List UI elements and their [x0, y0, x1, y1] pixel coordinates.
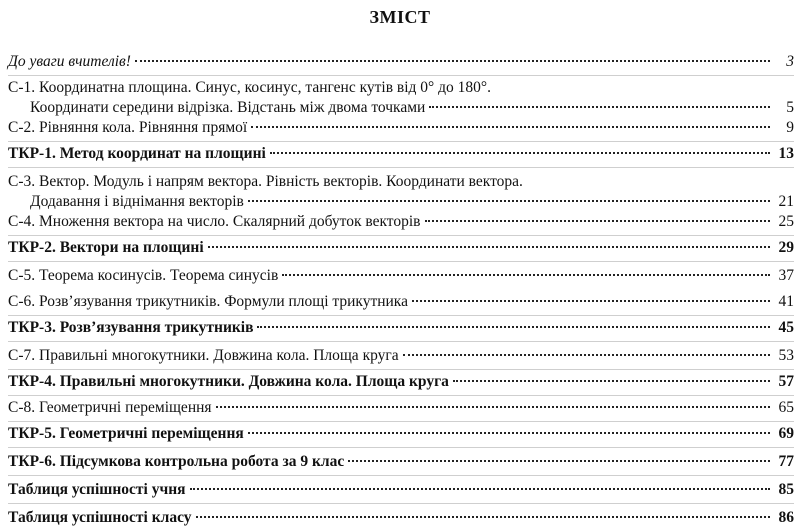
toc-entry-line — [8, 118, 794, 138]
toc-entry-line — [8, 508, 794, 528]
toc-entry-label: ТКР-4. Правильні многокутники. Довжина кола. Площа круга — [8, 373, 449, 390]
toc-entry-label: До уваги вчителів! — [8, 53, 131, 70]
toc-entry-label: С-8. Геометричні переміщення — [8, 399, 212, 416]
toc-page-number: 13 — [778, 145, 794, 162]
toc-entry — [8, 480, 794, 500]
toc-entry-line — [8, 144, 794, 164]
toc-entry — [8, 52, 794, 72]
toc-entry — [8, 172, 794, 212]
toc-entry-label: ТКР-1. Метод координат на площині — [8, 145, 266, 162]
toc-entry — [8, 372, 794, 392]
toc-entry-line — [8, 52, 794, 72]
toc-page-number: 21 — [778, 193, 794, 210]
dot-leader — [257, 326, 770, 328]
dot-leader — [248, 200, 770, 202]
toc-page-number: 37 — [778, 267, 794, 284]
separator-line — [8, 315, 794, 316]
toc-entry-label: Координати середини відрізка. Відстань між двома точками — [30, 99, 426, 116]
dot-leader — [453, 380, 770, 382]
dot-leader — [412, 300, 770, 302]
separator-line — [8, 421, 794, 422]
toc-page-number: 29 — [778, 239, 794, 256]
toc-page-number: 3 — [786, 53, 794, 70]
dot-leader — [208, 246, 770, 248]
dot-leader — [251, 126, 770, 128]
toc-entry-line — [8, 172, 794, 192]
separator-line — [8, 447, 794, 448]
dot-leader — [282, 274, 770, 276]
toc-entry-continuation — [8, 192, 794, 212]
toc-entry-label: С-6. Розв’язування трикутників. Формули площі трикутника — [8, 293, 408, 310]
toc-entry-label: С-5. Теорема косинусів. Теорема синусів — [8, 267, 279, 284]
toc-entry-label: ТКР-2. Вектори на площині — [8, 239, 204, 256]
toc-entry-label: ТКР-5. Геометричні переміщення — [8, 425, 244, 442]
toc-page-number: 57 — [778, 373, 794, 390]
toc-page-number: 45 — [778, 319, 794, 336]
toc-entry-line — [8, 212, 794, 232]
separator-line — [8, 369, 794, 370]
dot-leader — [425, 220, 771, 222]
toc-entry — [8, 452, 794, 472]
toc-page-number: 53 — [778, 347, 794, 364]
toc-page-number: 25 — [778, 213, 794, 230]
toc-page-number: 69 — [778, 425, 794, 442]
toc-entry-line — [8, 372, 794, 392]
dot-leader — [348, 460, 770, 462]
toc-entry-label: С-1. Координатна площина. Синус, косинус, тангенс кутів від 0° до 180°. — [8, 79, 491, 96]
toc-entry-line — [8, 266, 794, 286]
dot-leader — [270, 152, 770, 154]
toc-entry-line — [8, 424, 794, 444]
toc-entry-label: С-7. Правильні многокутники. Довжина кола. Площа круга — [8, 347, 399, 364]
dot-leader — [196, 516, 770, 518]
toc-entry-label: С-3. Вектор. Модуль і напрям вектора. Рівність векторів. Координати вектора. — [8, 173, 523, 190]
toc-page-number: 41 — [778, 293, 794, 310]
toc-entry-label: Таблиця успішності учня — [8, 481, 186, 498]
toc-entry — [8, 78, 794, 118]
toc-entry-line — [8, 78, 794, 98]
separator-line — [8, 341, 794, 342]
dot-leader — [216, 406, 770, 408]
toc-entry-line — [8, 398, 794, 418]
toc-entry-line — [8, 346, 794, 366]
separator-line — [8, 235, 794, 236]
dot-leader — [429, 106, 770, 108]
toc-entry-line — [8, 318, 794, 338]
separator-line — [8, 475, 794, 476]
toc-page-number: 9 — [786, 119, 794, 136]
separator-line — [8, 75, 794, 76]
toc-entry — [8, 118, 794, 138]
toc-page-number: 5 — [786, 99, 794, 116]
separator-line — [8, 167, 794, 168]
dot-leader — [248, 432, 770, 434]
toc-entry — [8, 424, 794, 444]
dot-leader — [403, 354, 770, 356]
toc-page-number: 85 — [778, 481, 794, 498]
toc-entry-line — [8, 292, 794, 312]
page-title: ЗМІСТ — [369, 7, 431, 27]
toc-entry — [8, 292, 794, 312]
toc-entry-label: Таблиця успішності класу — [8, 509, 192, 526]
toc-page-number: 86 — [778, 509, 794, 526]
toc-entry — [8, 318, 794, 338]
toc-entry — [8, 212, 794, 232]
toc-entry-line — [8, 480, 794, 500]
toc-entry-line — [8, 238, 794, 258]
toc-entry-line — [8, 452, 794, 472]
toc-entry — [8, 398, 794, 418]
toc-entry — [8, 238, 794, 258]
toc-entry — [8, 346, 794, 366]
separator-line — [8, 261, 794, 262]
toc-page-number: 77 — [778, 453, 794, 470]
toc-entry-label: Додавання і віднімання векторів — [30, 193, 244, 210]
toc-entry — [8, 266, 794, 286]
toc-entry-continuation — [8, 98, 794, 118]
separator-line — [8, 141, 794, 142]
toc-entry-label: С-4. Множення вектора на число. Скалярний добуток векторів — [8, 213, 421, 230]
toc-entry-label: С-2. Рівняння кола. Рівняння прямої — [8, 119, 248, 136]
dot-leader — [190, 488, 770, 490]
dot-leader — [135, 60, 770, 62]
toc-entry-label: ТКР-6. Підсумкова контрольна робота за 9 клас — [8, 453, 345, 470]
separator-line — [8, 395, 794, 396]
separator-line — [8, 503, 794, 504]
toc-entry — [8, 508, 794, 528]
toc-entry-label: ТКР-3. Розв’язування трикутників — [8, 319, 254, 336]
toc-page-number: 65 — [778, 399, 794, 416]
toc-entry — [8, 144, 794, 164]
